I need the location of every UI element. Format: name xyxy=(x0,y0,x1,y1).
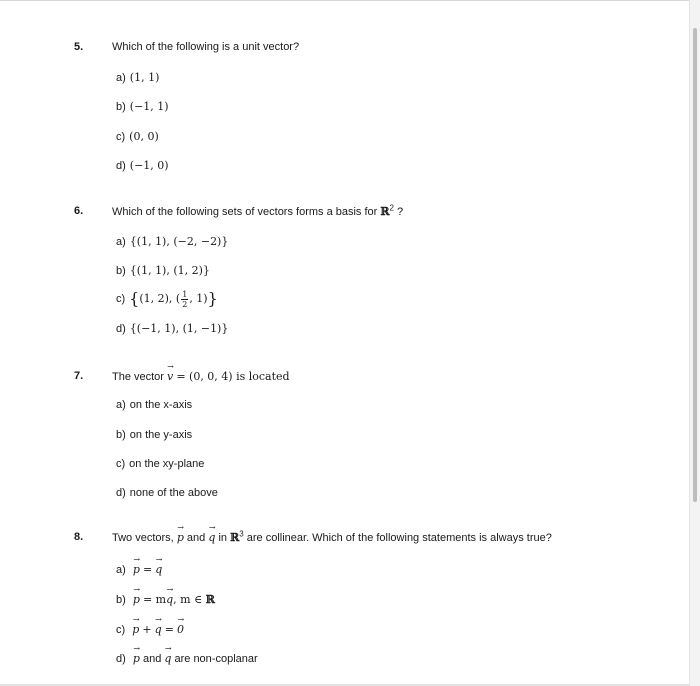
option-a: a) (1, 1) xyxy=(116,71,160,84)
option-c: c) (0, 0) xyxy=(116,130,159,143)
vector-p: → p xyxy=(177,531,184,544)
option-d: d) none of the above xyxy=(116,487,218,499)
option-a: a) {(1, 1), (−2, −2)} xyxy=(116,235,229,248)
option-b: b) (−1, 1) xyxy=(116,100,169,113)
option-c: c) {(1, 2), ( $\frac{1}{2}$ , 1)} xyxy=(116,289,218,309)
option-a: a) on the x-axis xyxy=(116,399,193,411)
option-a: a) → p = → q xyxy=(116,563,162,576)
option-d: d) → p and → q are non-coplanar xyxy=(116,652,258,665)
option-b: b) → p = m→ q, m ∈ ℝ xyxy=(116,593,215,606)
option-c: c) on the xy-plane xyxy=(116,458,205,470)
option-b: b) on the y-axis xyxy=(116,429,193,441)
question-text: The vector → v = (0, 0, 4) is located xyxy=(112,370,290,383)
option-b: b) {(1, 1), (1, 2)} xyxy=(116,264,210,277)
option-d: d) {(−1, 1), (1, −1)} xyxy=(116,322,229,335)
question-text: Two vectors, → p and → q in ℝ$^3$ are collinear. Which of the following statements is always true? xyxy=(112,531,552,544)
vector-v: → v xyxy=(167,370,173,383)
question-text: Which of the following sets of vectors forms a basis for ℝ$^2$ ? xyxy=(112,203,404,218)
vertical-scrollbar[interactable] xyxy=(689,0,700,686)
question-number: 8. xyxy=(74,531,84,543)
top-divider xyxy=(0,0,690,1)
option-c: c) → p + → q = → 0 xyxy=(116,623,184,636)
question-number: 5. xyxy=(74,41,84,53)
option-d: d) (−1, 0) xyxy=(116,159,169,172)
question-text: Which of the following is a unit vector? xyxy=(112,41,300,53)
question-number: 6. xyxy=(74,205,84,217)
scrollbar-thumb[interactable] xyxy=(693,28,697,502)
vector-q: → q xyxy=(208,531,215,544)
question-number: 7. xyxy=(74,370,84,382)
fraction: $\frac{1}{2}$ xyxy=(182,289,188,309)
